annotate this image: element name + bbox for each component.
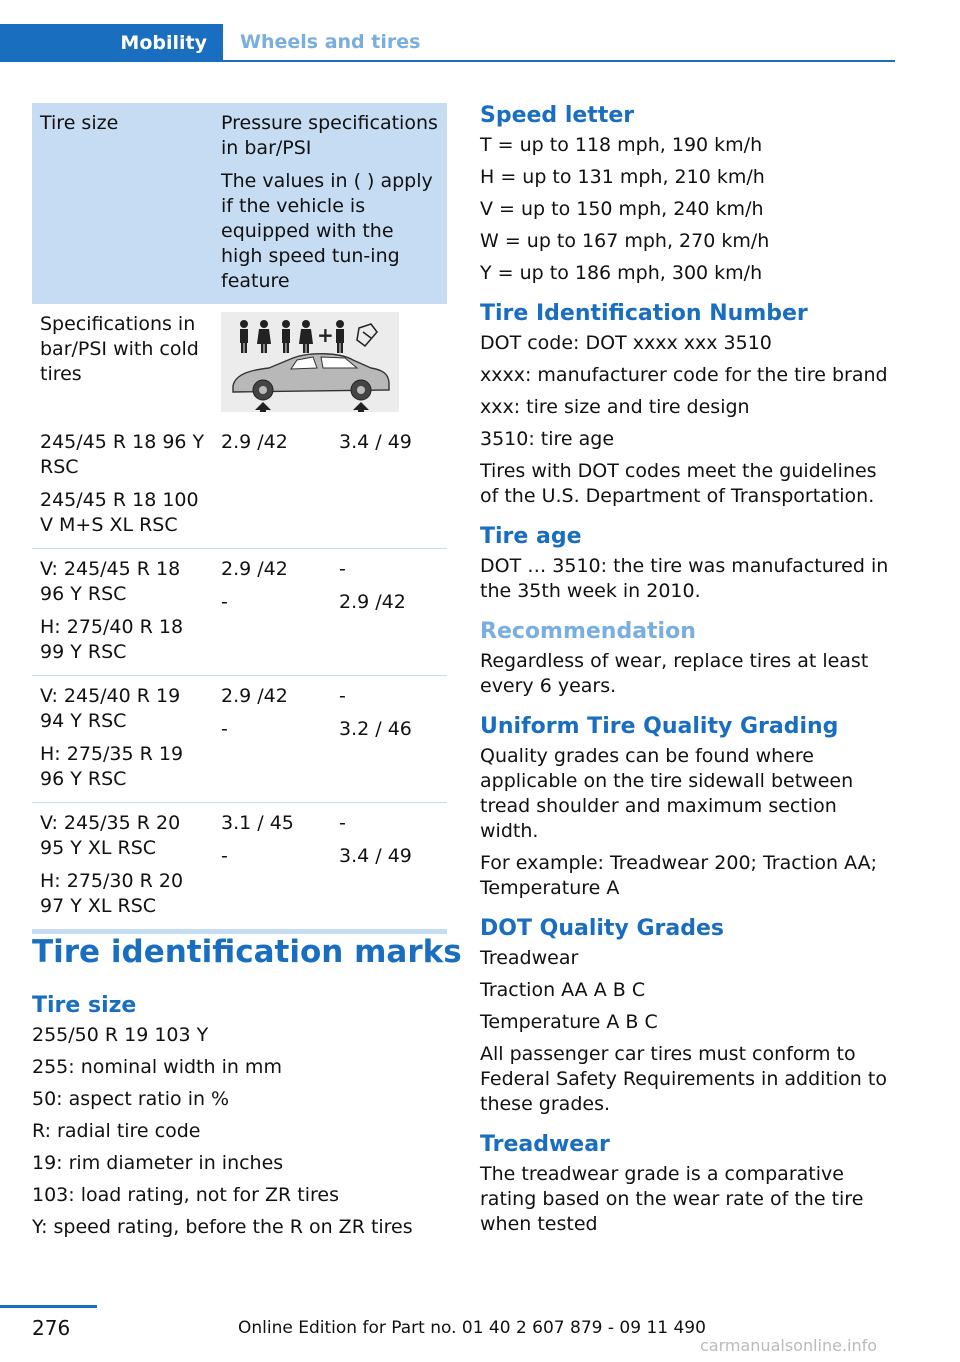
tab-mobility[interactable]: Mobility: [0, 24, 223, 62]
tire-size-front: 245/45 R 18 96 Y RSC: [40, 431, 205, 478]
pressure-normal-front: 3.1 / 45: [221, 812, 294, 834]
pressure-normal-front: 2.9 /42: [221, 685, 288, 707]
size-line: 19: rim diameter in inches: [32, 1152, 284, 1174]
spec-label: Specifications in bar/PSI with cold tires: [40, 313, 199, 385]
table-row-spec: [32, 304, 447, 422]
pressure-normal-rear: -: [221, 591, 228, 613]
section-title: Tire identification marks: [32, 934, 462, 970]
tin-line: xxxx: manufacturer code for the tire brand: [480, 364, 888, 386]
watermark: carmanualsonline.info: [700, 1336, 878, 1355]
pressure-loaded: 3.4 / 49: [339, 431, 412, 453]
pressure-loaded-front: -: [339, 558, 346, 580]
load-pictogram-cell: [213, 304, 447, 422]
speed-line: H = up to 131 mph, 210 km/h: [480, 166, 765, 188]
utqg-heading: Uniform Tire Quality Grading: [480, 714, 839, 739]
tire-size-front: V: 245/35 R 20 95 Y XL RSC: [40, 812, 181, 859]
tin-line: DOT code: DOT xxxx xxx 3510: [480, 332, 772, 354]
size-line: 255/50 R 19 103 Y: [32, 1024, 209, 1046]
speed-line: T = up to 118 mph, 190 km/h: [480, 134, 763, 156]
footer-rule: [0, 1305, 97, 1308]
tire-size-rear: H: 275/30 R 20 97 Y XL RSC: [40, 870, 184, 917]
right-column: [480, 102, 900, 1244]
tire-size-alt: 245/45 R 18 100 V M+S XL RSC: [40, 489, 199, 536]
pressure-normal-rear: -: [221, 718, 228, 740]
size-line: 103: load rating, not for ZR tires: [32, 1184, 340, 1206]
size-line: 255: nominal width in mm: [32, 1056, 282, 1078]
table-row: [32, 422, 447, 549]
speed-letter-heading: Speed letter: [480, 103, 635, 128]
pressure-loaded-rear: 3.4 / 49: [339, 845, 412, 867]
treadwear-text: The treadwear grade is a comparative rating based on the wear rate of the tire when tested: [480, 1163, 864, 1235]
table-row: [32, 803, 447, 932]
dot-line: Treadwear: [480, 947, 579, 969]
dot-line: Temperature A B C: [480, 1011, 658, 1033]
header-pressure: [213, 103, 447, 304]
tin-line: 3510: tire age: [480, 428, 615, 450]
vehicle-load-pictogram: [221, 312, 399, 412]
table-header-row: [32, 103, 447, 304]
pressure-table: [32, 103, 447, 934]
table-row: [32, 549, 447, 676]
speed-line: V = up to 150 mph, 240 km/h: [480, 198, 764, 220]
svg-text:+: +: [317, 323, 334, 347]
pressure-loaded-front: -: [339, 812, 346, 834]
recommendation-heading: Recommendation: [480, 619, 696, 644]
dot-line: Traction AA A B C: [480, 979, 646, 1001]
size-line: 50: aspect ratio in %: [32, 1088, 230, 1110]
utqg-line: Quality grades can be found where applicable on the tire sidewall between tread shoulder and maximum section width.: [480, 745, 854, 842]
pressure-loaded-rear: 2.9 /42: [339, 591, 406, 613]
header-pressure-title: Pressure specifications in bar/PSI: [221, 112, 438, 159]
page-number: 276: [32, 1316, 71, 1340]
pressure-loaded-rear: 3.2 / 46: [339, 718, 412, 740]
treadwear-heading: Treadwear: [480, 1132, 610, 1157]
speed-line: W = up to 167 mph, 270 km/h: [480, 230, 770, 252]
header-tabs: [0, 24, 895, 62]
size-line: Y: speed rating, before the R on ZR tires: [32, 1216, 413, 1238]
pressure-loaded-front: -: [339, 685, 346, 707]
tin-line: Tires with DOT codes meet the guidelines of the U.S. Department of Transportation.: [480, 460, 877, 507]
utqg-line: For example: Treadwear 200; Traction AA; Temperature A: [480, 852, 878, 899]
pressure-normal-front: 2.9 /42: [221, 558, 288, 580]
dot-grades-heading: DOT Quality Grades: [480, 916, 724, 941]
tin-line: xxx: tire size and tire design: [480, 396, 750, 418]
header-tire-size: Tire size: [32, 103, 213, 304]
tire-size-heading: Tire size: [32, 993, 137, 1018]
tire-size-section: [32, 992, 442, 1247]
pressure-normal-rear: -: [221, 845, 228, 867]
tire-age-text: DOT … 3510: the tire was manufactured in the 35th week in 2010.: [480, 555, 889, 602]
table-row: [32, 676, 447, 803]
tire-size-front: V: 245/40 R 19 94 Y RSC: [40, 685, 181, 732]
edition-text: Online Edition for Part no. 01 40 2 607 879 - 09 11 490: [238, 1318, 706, 1338]
tire-age-heading: Tire age: [480, 524, 582, 549]
speed-line: Y = up to 186 mph, 300 km/h: [480, 262, 763, 284]
tire-size-rear: H: 275/35 R 19 96 Y RSC: [40, 743, 184, 790]
pressure-normal: 2.9 /42: [221, 431, 288, 453]
recommendation-text: Regardless of wear, replace tires at least every 6 years.: [480, 650, 869, 697]
tire-size-front: V: 245/45 R 18 96 Y RSC: [40, 558, 181, 605]
header-pressure-note: The values in ( ) apply if the vehicle is equipped with the high speed tun-ing feature: [221, 170, 433, 292]
dot-line: All passenger car tires must conform to Federal Safety Requirements in addition to these grades.: [480, 1043, 887, 1115]
tin-heading: Tire Identification Number: [480, 301, 808, 326]
tab-wheels-and-tires[interactable]: Wheels and tires: [223, 24, 895, 62]
size-line: R: radial tire code: [32, 1120, 201, 1142]
tire-size-rear: H: 275/40 R 18 99 Y RSC: [40, 616, 184, 663]
